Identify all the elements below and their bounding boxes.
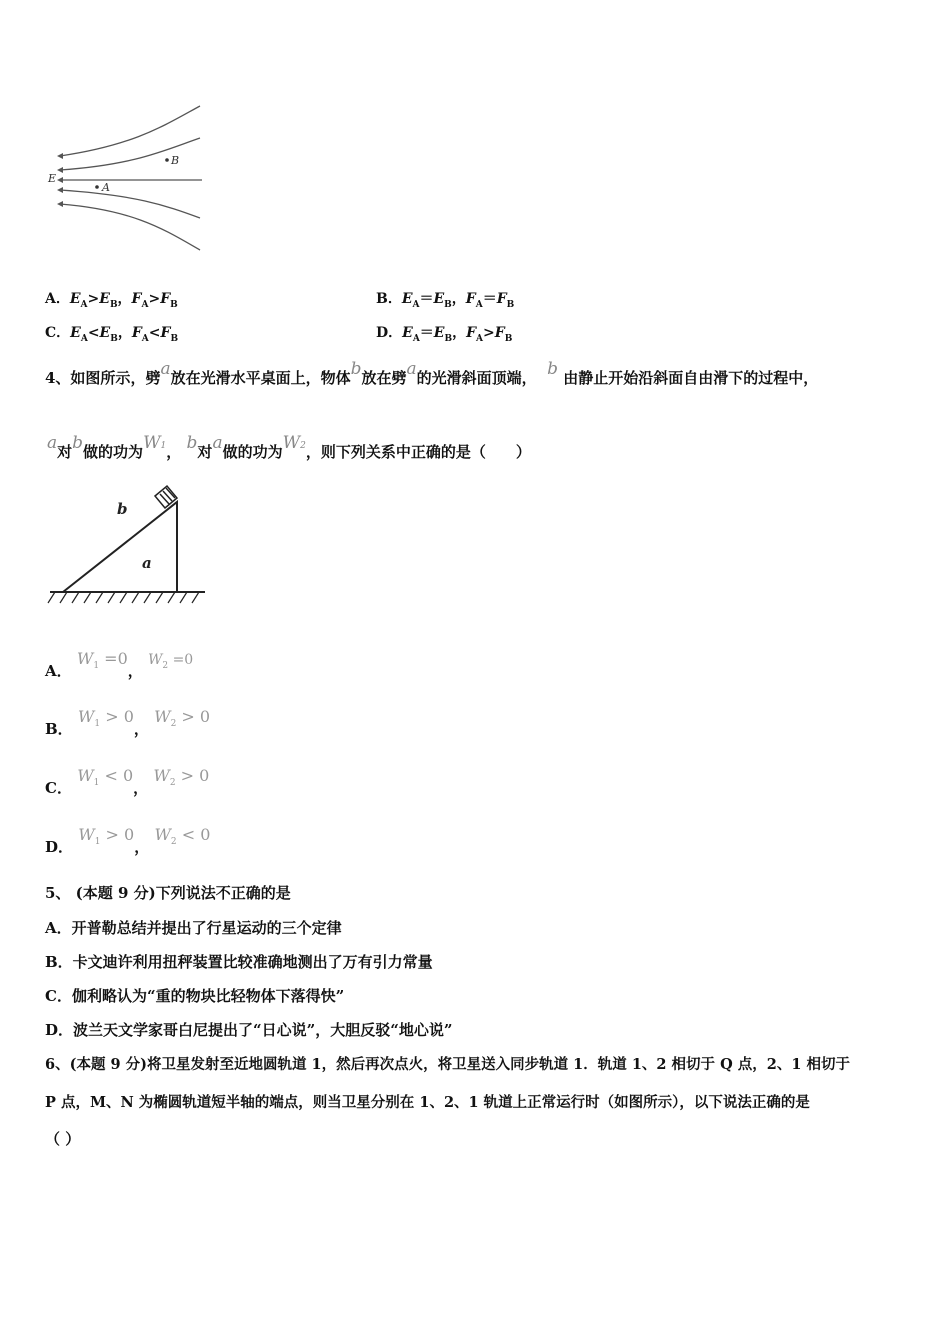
q5-stem: 5、 (本题 9 分)下列说法不正确的是: [45, 884, 291, 902]
q5-option-d[interactable]: D．波兰天文学家哥白尼提出了“日心说”，大胆反驳“地心说”: [45, 1021, 453, 1039]
label-a: a: [142, 554, 152, 572]
label-E: E: [48, 172, 57, 185]
q6-stem-line1: 6、(本题 9 分)将卫星发射至近地圆轨道 1，然后再次点火，将卫星送入同步轨道 1．轨道 1、2 相切于 Q 点，2、1 相切于: [45, 1056, 850, 1073]
field-line-4: [60, 190, 200, 218]
q6-stem-line3: （ ）: [45, 1130, 81, 1148]
label-B: B: [171, 154, 180, 167]
q3-option-c[interactable]: C．$E_A<E_B$，$F_A<F_B$: [45, 325, 179, 344]
q4-option-b[interactable]: B． $W_1 > 0$， $W_2 > 0$: [45, 707, 211, 738]
label-b: b: [117, 500, 128, 518]
q4-option-c[interactable]: C． $W_1 < 0$， $W_2 > 0$: [45, 766, 210, 797]
q5-option-c[interactable]: C．伽利略认为“重的物块比轻物体下落得快”: [45, 987, 345, 1005]
q4-stem-line2: a对b做的功为$W^1$， b对a做的功为$W^2$，则下列关系中正确的是（ ）: [47, 433, 531, 461]
q3-option-a[interactable]: A．$E_A>E_B$，$F_A>F_B$: [45, 291, 178, 310]
q5-option-a[interactable]: A．开普勒总结并提出了行星运动的三个定律: [45, 919, 342, 937]
q4-option-d[interactable]: D． $W_1 > 0$， $W_2 < 0$: [45, 825, 211, 856]
q4-option-a[interactable]: A． $W_1 =0$， $W_2 =0$: [45, 649, 194, 680]
wedge-figure: [45, 482, 215, 612]
label-A: A: [102, 181, 110, 194]
q6-stem-line2: P 点，M、N 为椭圆轨道短半轴的端点，则当卫星分别在 1、2、1 轨道上正常运行时（如图所示），以下说法正确的是: [45, 1094, 810, 1111]
q3-option-b[interactable]: B．$E_A=E_B$，$F_A=F_B$: [376, 291, 515, 310]
q5-option-b[interactable]: B．卡文迪许利用扭秤装置比较准确地测出了万有引力常量: [45, 953, 433, 971]
q3-option-d[interactable]: D．$E_A=E_B$，$F_A>F_B$: [376, 325, 513, 344]
field-lines-figure: [45, 100, 205, 260]
field-line-1: [60, 106, 200, 156]
q4-stem-line1: 4、如图所示，劈a放在光滑水平桌面上，物体b放在劈a的光滑斜面顶端， b 由静止开始沿斜面自由滑下的过程中，: [45, 359, 819, 387]
point-B-dot: [165, 158, 169, 162]
point-A-dot: [95, 185, 99, 189]
